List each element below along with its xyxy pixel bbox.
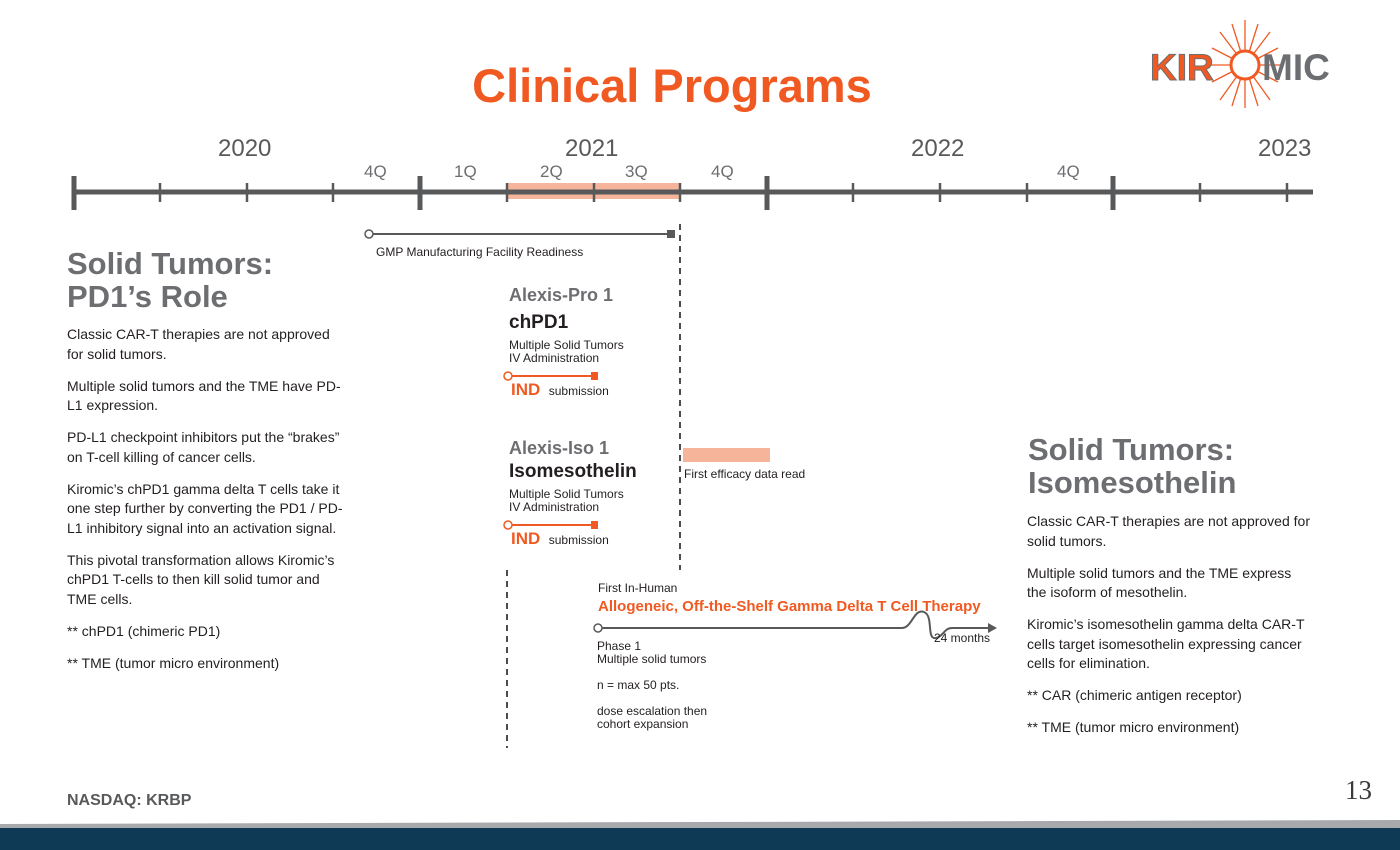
program-alexis-pro-1: [509, 285, 624, 365]
ticker-label: NASDAQ: KRBP: [67, 792, 192, 809]
design-line2: cohort expansion: [597, 717, 689, 731]
enrollment-label: n = max 50 pts.: [597, 678, 680, 692]
program-target: Isomesothelin: [509, 461, 637, 482]
program-alexis-iso-1: [509, 438, 637, 514]
left-paragraph: PD-L1 checkpoint inhibitors put the “brakes” on T-cell killing of cancer cells.: [67, 429, 340, 465]
page-number: 13: [1345, 775, 1372, 805]
logo-kir: KIR: [1150, 47, 1214, 88]
right-paragraph: Multiple solid tumors and the TME express the isoform of mesothelin.: [1027, 564, 1292, 600]
quarter-label: 4Q: [711, 162, 734, 181]
efficacy-bar: [683, 448, 770, 462]
gmp-end-marker: [667, 230, 675, 238]
ind-start-marker: [504, 521, 512, 529]
tumors-label: Multiple solid tumors: [597, 652, 707, 666]
ind-milestone-iso: [511, 529, 609, 549]
ind-label: IND: [511, 529, 541, 548]
ind-end-marker: [591, 372, 598, 380]
footer-band: [0, 810, 1400, 850]
right-body: [1027, 512, 1312, 750]
ind-milestone-pro: [511, 380, 609, 400]
logo-mic: MIC: [1262, 47, 1330, 88]
gmp-label: GMP Manufacturing Facility Readiness: [376, 245, 584, 259]
left-footnote: ** TME (tumor micro environment): [67, 654, 280, 671]
first-in-human-label: First In-Human: [598, 581, 678, 595]
phase1-details: [597, 640, 707, 731]
left-heading-line1: Solid Tumors:: [67, 246, 274, 281]
quarter-label: 3Q: [625, 162, 648, 181]
submission-label: submission: [548, 384, 609, 398]
right-heading: [1028, 433, 1236, 499]
quarter-label: 1Q: [454, 162, 477, 181]
left-heading: [67, 247, 273, 313]
program-target: chPD1: [509, 312, 569, 333]
right-heading-line2: Isomesothelin: [1028, 465, 1237, 500]
program-name: Alexis-Pro 1: [509, 285, 614, 305]
left-paragraph: Classic CAR-T therapies are not approved for solid tumors.: [67, 326, 330, 362]
submission-label: submission: [548, 533, 609, 547]
allogeneic-title: Allogeneic, Off-the-Shelf Gamma Delta T Cell Therapy: [598, 598, 981, 615]
program-name: Alexis-Iso 1: [509, 438, 610, 458]
year-2022: 2022: [911, 135, 965, 162]
phase-label: Phase 1: [597, 639, 642, 653]
right-footnote: ** CAR (chimeric antigen receptor): [1027, 687, 1242, 703]
ind-label: IND: [511, 380, 541, 399]
year-2021: 2021: [565, 135, 619, 162]
phase1-start-marker: [594, 624, 602, 632]
footer-navy-stripe: [0, 828, 1400, 850]
program-route: IV Administration: [509, 500, 600, 514]
program-indication: Multiple Solid Tumors: [509, 338, 624, 352]
footer-grey-stripe: [0, 820, 1400, 828]
left-body: [67, 325, 349, 686]
page-title: Clinical Programs: [472, 59, 872, 112]
efficacy-label: First efficacy data read: [684, 467, 806, 481]
ind-start-marker: [504, 372, 512, 380]
left-paragraph: Kiromic’s chPD1 gamma delta T cells take it one step further by converting the PD1 / PD-L1 inhibitory signal into an activation signal.: [67, 480, 343, 536]
right-paragraph: Kiromic’s isomesothelin gamma delta CAR-T cells target isomesothelin expressing cancer cells for elimination.: [1027, 616, 1305, 671]
year-2023: 2023: [1258, 135, 1312, 162]
duration-label: 24 months: [934, 631, 991, 645]
left-paragraph: Multiple solid tumors and the TME have PD-L1 expression.: [67, 377, 341, 413]
quarter-label: 4Q: [1057, 162, 1080, 181]
program-route: IV Administration: [509, 351, 600, 365]
right-footnote: ** TME (tumor micro environment): [1027, 719, 1240, 735]
year-2020: 2020: [218, 135, 272, 162]
left-heading-line2: PD1’s Role: [67, 279, 228, 314]
quarter-label: 2Q: [540, 162, 563, 181]
quarter-label: 4Q: [364, 162, 387, 181]
ind-end-marker: [591, 521, 598, 529]
right-paragraph: Classic CAR-T therapies are not approved for solid tumors.: [1027, 513, 1310, 549]
design-line1: dose escalation then: [597, 704, 708, 718]
program-indication: Multiple Solid Tumors: [509, 487, 624, 501]
gmp-start-marker: [365, 230, 373, 238]
left-paragraph: This pivotal transformation allows Kiromic’s chPD1 T-cells to then kill solid tumor and TME cells.: [67, 551, 335, 607]
left-footnote: ** chPD1 (chimeric PD1): [67, 622, 221, 639]
right-heading-line1: Solid Tumors:: [1028, 432, 1235, 467]
